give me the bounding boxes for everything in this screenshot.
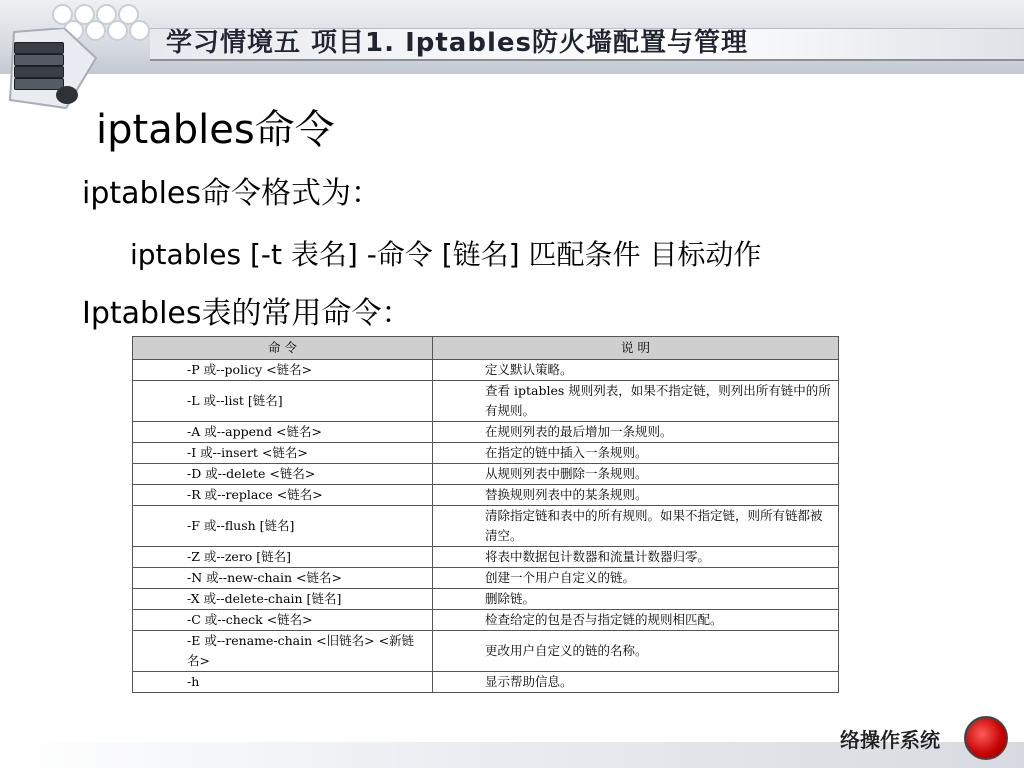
- table-row: [133, 360, 839, 381]
- command-cell: -h: [133, 672, 433, 693]
- table-row: [133, 568, 839, 589]
- table-row: [133, 464, 839, 485]
- redhat-logo-icon: [964, 716, 1008, 760]
- command-cell: -I 或--insert <链名>: [133, 443, 433, 464]
- description-cell: 显示帮助信息。: [433, 672, 839, 693]
- description-cell: 检查给定的包是否与指定链的规则相匹配。: [433, 610, 839, 631]
- command-cell: -E 或--rename-chain <旧链名> <新链名>: [133, 631, 433, 672]
- command-syntax: iptables [-t 表名] -命令 [链名] 匹配条件 目标动作: [130, 238, 762, 271]
- table-row: [133, 381, 839, 422]
- description-cell: 在规则列表的最后增加一条规则。: [433, 422, 839, 443]
- description-cell: 定义默认策略。: [433, 360, 839, 381]
- command-cell: -C 或--check <链名>: [133, 610, 433, 631]
- table-row: [133, 485, 839, 506]
- table-row: [133, 506, 839, 547]
- description-cell: 更改用户自定义的链的名称。: [433, 631, 839, 672]
- command-cell: -N 或--new-chain <链名>: [133, 568, 433, 589]
- command-cell: -P 或--policy <链名>: [133, 360, 433, 381]
- table-row: [133, 589, 839, 610]
- table-header-row: [133, 337, 839, 360]
- description-cell: 在指定的链中插入一条规则。: [433, 443, 839, 464]
- description-cell: 将表中数据包计数器和流量计数器归零。: [433, 547, 839, 568]
- description-cell: 创建一个用户自定义的链。: [433, 568, 839, 589]
- description-cell: 查看 iptables 规则列表，如果不指定链，则列出所有链中的所有规则。: [433, 381, 839, 422]
- table-body: [133, 360, 839, 693]
- command-cell: -A 或--append <链名>: [133, 422, 433, 443]
- format-label: iptables命令格式为：: [82, 176, 381, 211]
- description-cell: 清除指定链和表中的所有规则。如果不指定链，则所有链都被清空。: [433, 506, 839, 547]
- table-row: [133, 610, 839, 631]
- column-header-description: 说 明: [433, 337, 839, 360]
- command-cell: -L 或--list [链名]: [133, 381, 433, 422]
- description-cell: 删除链。: [433, 589, 839, 610]
- table-row: [133, 443, 839, 464]
- command-cell: -X 或--delete-chain [链名]: [133, 589, 433, 610]
- book-stack-icon: [14, 42, 64, 88]
- command-cell: -R 或--replace <链名>: [133, 485, 433, 506]
- commands-table: [132, 336, 839, 693]
- table-row: [133, 672, 839, 693]
- table-row: [133, 422, 839, 443]
- section-heading: iptables命令: [96, 107, 335, 153]
- description-cell: 替换规则列表中的某条规则。: [433, 485, 839, 506]
- commands-table-container: [132, 336, 838, 693]
- footer-title: 络操作系统: [840, 728, 940, 752]
- table-row: [133, 631, 839, 672]
- table-row: [133, 547, 839, 568]
- command-cell: -Z 或--zero [链名]: [133, 547, 433, 568]
- mouse-icon: [56, 86, 78, 104]
- description-cell: 从规则列表中删除一条规则。: [433, 464, 839, 485]
- table-heading: Iptables表的常用命令：: [82, 296, 412, 331]
- command-cell: -F 或--flush [链名]: [133, 506, 433, 547]
- column-header-command: 命 令: [133, 337, 433, 360]
- command-cell: -D 或--delete <链名>: [133, 464, 433, 485]
- slide-title: 学习情境五 项目1. Iptables防火墙配置与管理: [166, 28, 748, 58]
